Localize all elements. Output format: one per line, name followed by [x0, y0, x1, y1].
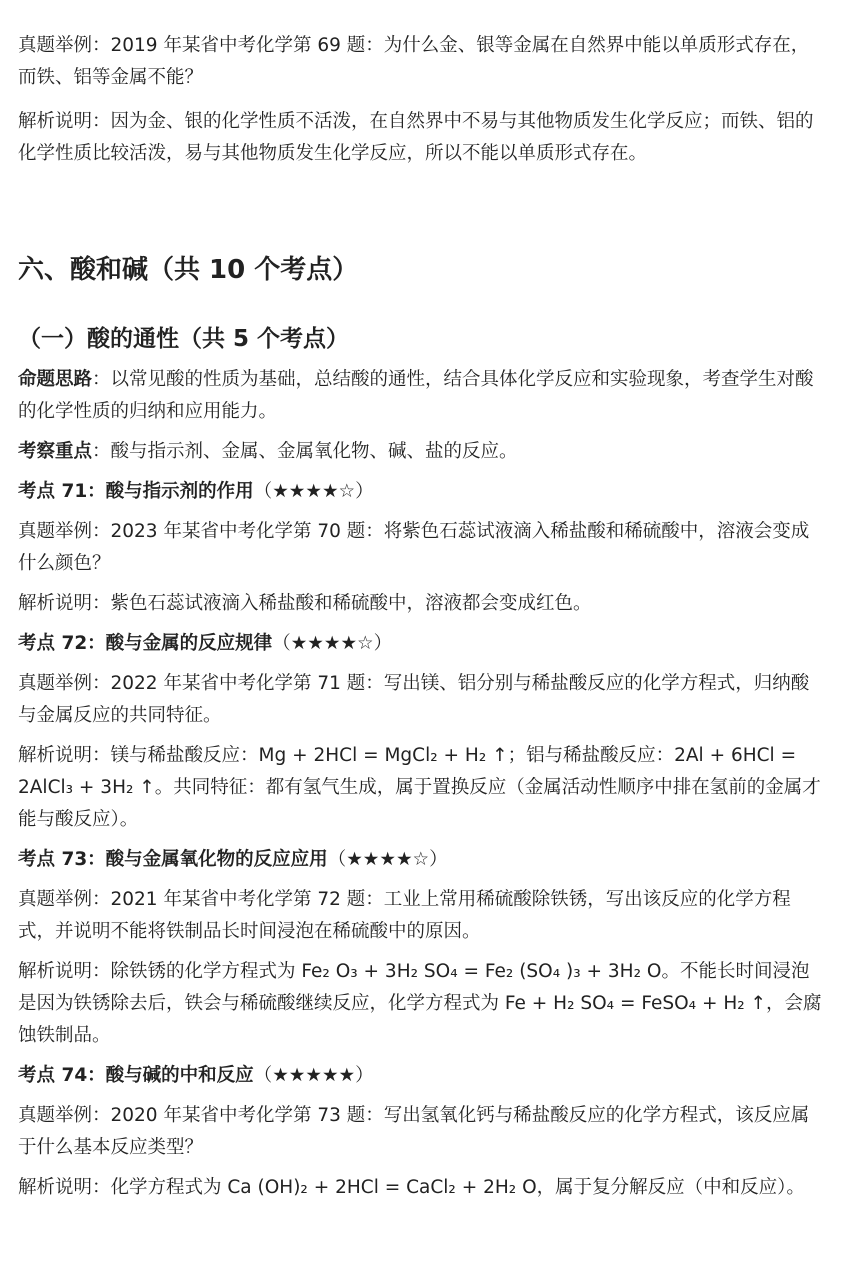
- point-title: 考点 73：酸与金属氧化物的反应应用: [18, 849, 328, 870]
- intro-question: 真题举例：2019 年某省中考化学第 69 题：为什么金、银等金属在自然界中能以单质形式存在，而铁、铝等金属不能？: [18, 35, 810, 88]
- point-74-question: 真题举例：2020 年某省中考化学第 73 题：写出氢氧化钙与稀盐酸反应的化学方程式，该反应属于什么基本反应类型？: [18, 1105, 810, 1158]
- rating-stars: （★★★★☆）: [272, 633, 393, 654]
- subsection-heading: （一）酸的通性（共 5 个考点）: [18, 326, 350, 352]
- point-71-question: 真题举例：2023 年某省中考化学第 70 题：将紫色石蕊试液滴入稀盐酸和稀硫酸中，溶液会变成什么颜色？: [18, 521, 810, 574]
- point-72-heading: [18, 628, 826, 660]
- proposition-idea: [18, 364, 826, 428]
- point-71-analysis: 解析说明：紫色石蕊试液滴入稀盐酸和稀硫酸中，溶液都会变成红色。: [18, 593, 592, 614]
- point-71-heading: [18, 476, 826, 508]
- point-73-analysis: 解析说明：除铁锈的化学方程式为 Fe₂ O₃ + 3H₂ SO₄ = Fe₂ (SO₄ )₃ + 3H₂ O。不能长时间浸泡是因为铁锈除去后，铁会与稀硫酸继续反应，化学方程式为 Fe + H₂ SO₄ = FeSO₄ + H₂ ↑，会腐蚀铁制品。: [18, 961, 822, 1046]
- point-73-question: 真题举例：2021 年某省中考化学第 72 题：工业上常用稀硫酸除铁锈，写出该反应的化学方程式，并说明不能将铁制品长时间浸泡在稀硫酸中的原因。: [18, 889, 791, 942]
- point-73-heading: [18, 844, 826, 876]
- rating-stars: （★★★★★）: [253, 1065, 374, 1086]
- intro-analysis: 解析说明：因为金、银的化学性质不活泼，在自然界中不易与其他物质发生化学反应；而铁、铝的化学性质比较活泼，易与其他物质发生化学反应，所以不能以单质形式存在。: [18, 111, 814, 164]
- point-title: 考点 71：酸与指示剂的作用: [18, 481, 254, 502]
- idea-label: 命题思路: [18, 369, 93, 390]
- exam-focus: [18, 436, 826, 468]
- point-title: 考点 72：酸与金属的反应规律: [18, 633, 273, 654]
- focus-text: ：酸与指示剂、金属、金属氧化物、碱、盐的反应。: [92, 441, 518, 462]
- point-74-heading: [18, 1060, 826, 1092]
- focus-label: 考察重点: [18, 441, 93, 462]
- point-title: 考点 74：酸与碱的中和反应: [18, 1065, 254, 1086]
- point-74-analysis: 解析说明：化学方程式为 Ca (OH)₂ + 2HCl = CaCl₂ + 2H₂ O，属于复分解反应（中和反应）。: [18, 1177, 805, 1198]
- idea-text: ：以常见酸的性质为基础，总结酸的通性，结合具体化学反应和实验现象，考查学生对酸的化学性质的归纳和应用能力。: [18, 369, 814, 422]
- section-heading: 六、酸和碱（共 10 个考点）: [18, 255, 359, 285]
- point-72-analysis: 解析说明：镁与稀盐酸反应：Mg + 2HCl = MgCl₂ + H₂ ↑；铝与稀盐酸反应：2Al + 6HCl = 2AlCl₃ + 3H₂ ↑。共同特征：都有氢气生成，属于置换反应（金属活动性顺序中排在氢前的金属才能与酸反应）。: [18, 745, 821, 830]
- rating-stars: （★★★★☆）: [327, 849, 448, 870]
- rating-stars: （★★★★☆）: [253, 481, 374, 502]
- point-72-question: 真题举例：2022 年某省中考化学第 71 题：写出镁、铝分别与稀盐酸反应的化学方程式，归纳酸与金属反应的共同特征。: [18, 673, 810, 726]
